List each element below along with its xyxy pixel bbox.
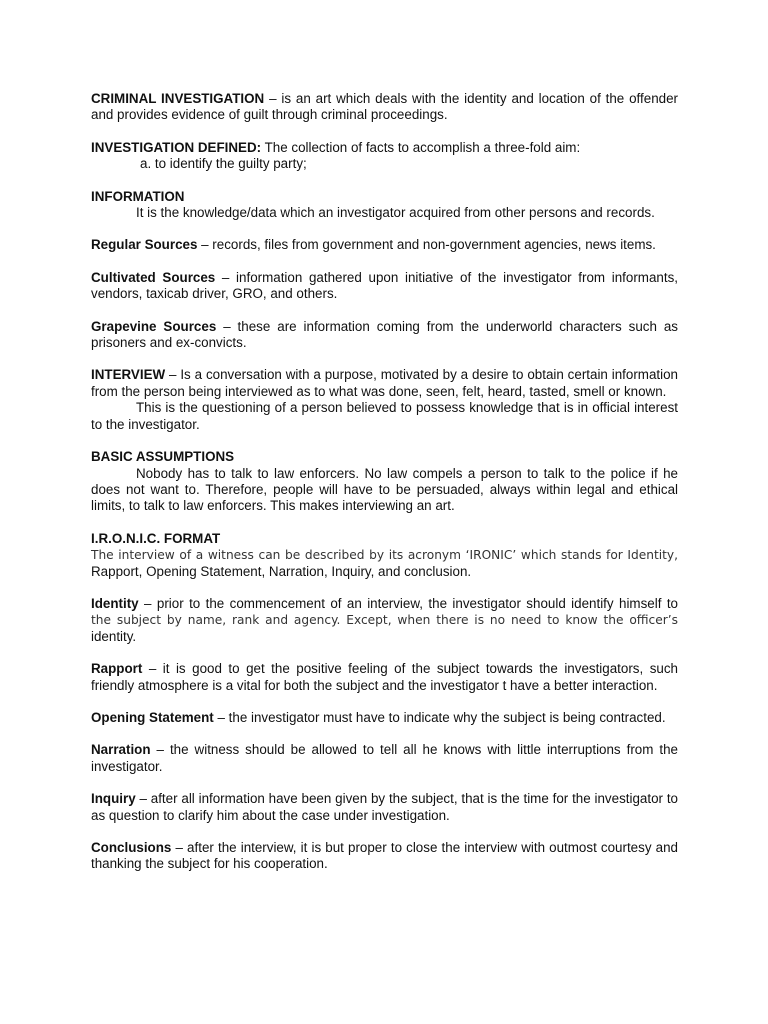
basic-assumptions-heading: BASIC ASSUMPTIONS [91, 449, 235, 465]
basic-assumptions-paragraph [91, 466, 678, 515]
narration-text: – the witness should be allowed to tell all he knows with little interruptions from the investigator. [91, 742, 678, 774]
ironic-format-text: Rapport, Opening Statement, Narration, Inquiry, and conclusion. [91, 563, 472, 579]
information-paragraph [91, 189, 678, 222]
grapevine-sources-term: Grapevine Sources [91, 318, 217, 334]
identity-text-end: identity. [91, 628, 137, 644]
ironic-format-text-alt: The interview of a witness can be described by its acronym ‘IRONIC’ which stands for Identity, [91, 548, 678, 563]
investigation-defined-paragraph [91, 140, 678, 173]
inquiry-term: Inquiry [91, 791, 136, 807]
inquiry-paragraph [91, 791, 678, 824]
ironic-format-paragraph [91, 531, 678, 580]
rapport-text: – it is good to get the positive feeling of the subject towards the investigators, such friendly atmosphere is a vital for both the subject and the investigator t have a better interaction. [91, 661, 678, 693]
information-text: It is the knowledge/data which an investigator acquired from other persons and records. [136, 205, 655, 221]
cultivated-sources-paragraph [91, 270, 678, 303]
regular-sources-paragraph [91, 237, 678, 253]
grapevine-sources-text: – these are information coming from the underworld characters such as prisoners and ex-convicts. [91, 318, 678, 351]
narration-paragraph [91, 742, 678, 775]
basic-assumptions-heading-paragraph [91, 449, 678, 465]
cultivated-sources-text: – information gathered upon initiative of the investigator from informants, vendors, taxicab driver, GRO, and others. [91, 269, 678, 302]
criminal-investigation-term: CRIMINAL INVESTIGATION [91, 91, 265, 106]
interview-paragraph-2 [91, 400, 678, 433]
interview-text: – Is a conversation with a purpose, motivated by a desire to obtain certain information from the person being interviewed as to what was done, seen, felt, heard, tasted, smell or known. [91, 367, 678, 399]
rapport-term: Rapport [91, 661, 143, 677]
investigation-defined-item-a: a. to identify the guilty party; [140, 156, 307, 172]
criminal-investigation-text: – is an art which deals with the identity and location of the offender and provides evidence of guilt through criminal proceedings. [91, 91, 678, 123]
conclusions-paragraph [91, 840, 678, 873]
interview-term: INTERVIEW [91, 367, 166, 383]
conclusions-term: Conclusions [91, 840, 172, 855]
basic-assumptions-text: Nobody has to talk to law enforcers. No law compels a person to talk to the police if he does not want to. Therefore, people will have to be persuaded, always within legal and ethical limits, to talk to law enforcers. This makes interviewing an art. [91, 465, 678, 514]
interview-text-2: This is the questioning of a person believed to possess knowledge that is in official interest to the investigator. [91, 400, 678, 432]
rapport-paragraph [91, 661, 678, 694]
identity-paragraph [91, 596, 678, 645]
information-heading: INFORMATION [91, 188, 185, 204]
opening-statement-paragraph [91, 710, 678, 726]
document-page [91, 91, 678, 889]
interview-paragraph [91, 367, 678, 400]
opening-statement-term: Opening Statement [91, 709, 214, 725]
inquiry-text: – after all information have been given by the subject, that is the time for the investigator to as question to clarify him about the case under investigation. [91, 791, 678, 823]
criminal-investigation-paragraph [91, 91, 678, 124]
conclusions-text: – after the interview, it is but proper to close the interview with outmost courtesy and thanking the subject for his cooperation. [91, 840, 678, 872]
identity-text-alt: the subject by name, rank and agency. Except, when there is no need to know the officer’s [91, 613, 678, 628]
grapevine-sources-paragraph [91, 319, 678, 352]
narration-term: Narration [91, 742, 151, 758]
investigation-defined-term: INVESTIGATION DEFINED: [91, 139, 262, 155]
identity-text: – prior to the commencement of an interview, the investigator should identify himself to [138, 595, 678, 611]
regular-sources-text: – records, files from government and non-government agencies, news items. [197, 237, 656, 253]
identity-term: Identity [91, 595, 139, 611]
regular-sources-term: Regular Sources [91, 237, 198, 253]
opening-statement-text: – the investigator must have to indicate why the subject is being contracted. [213, 709, 666, 725]
ironic-format-heading: I.R.O.N.I.C. FORMAT [91, 530, 221, 546]
investigation-defined-text: The collection of facts to accomplish a three-fold aim: [261, 139, 581, 155]
cultivated-sources-term: Cultivated Sources [91, 269, 216, 285]
